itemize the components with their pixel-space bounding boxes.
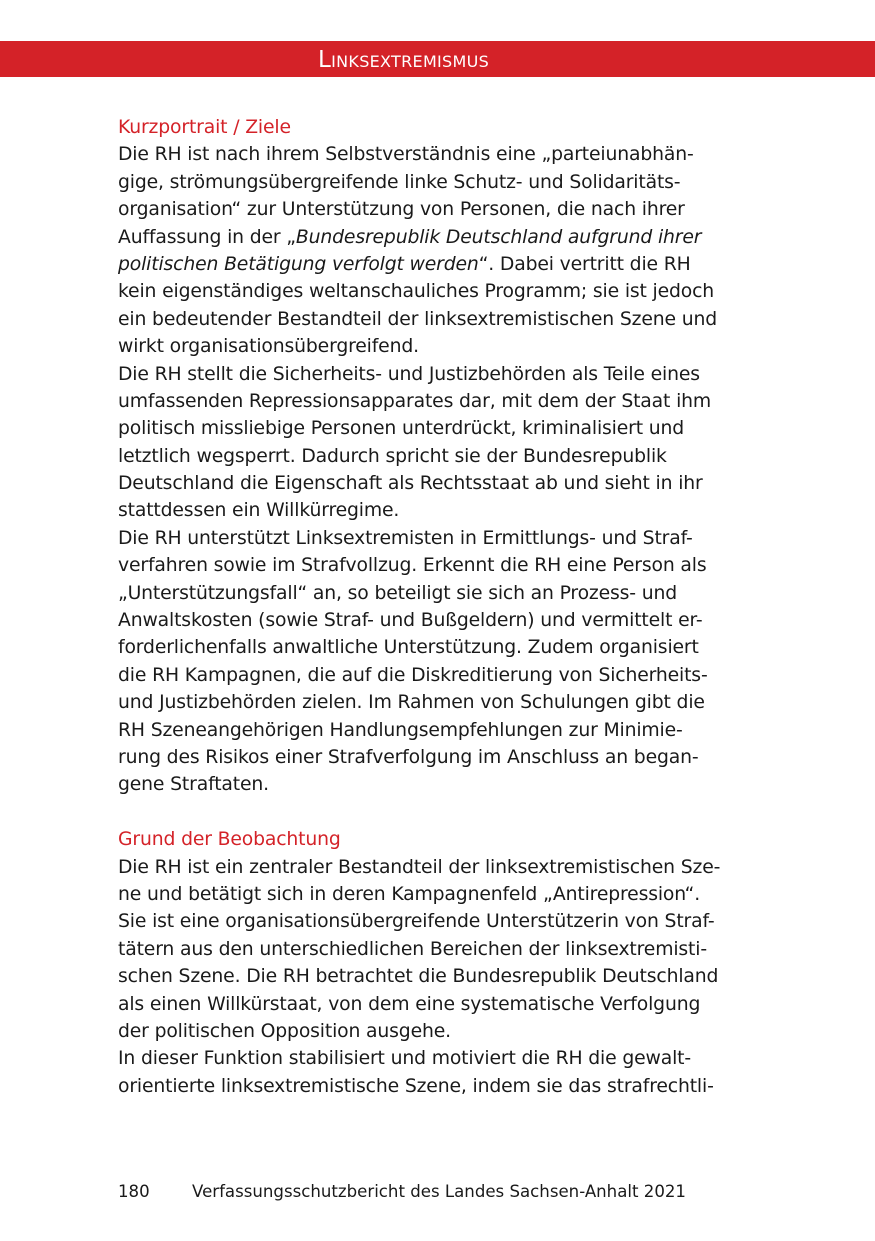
publication-title: Verfassungsschutzbericht des Landes Sachsen-Anhalt 2021 [192,1182,686,1201]
paragraph-line: ne und betätigt sich in deren Kampagnenfeld „Antirepression“. [118,883,701,905]
paragraph-line: rung des Risikos einer Strafverfolgung im Anschluss an began- [118,746,699,768]
paragraph-line: forderlichenfalls anwaltliche Unterstützung. Zudem organisiert [118,637,699,659]
paragraph-line: gige, strömungsübergreifende linke Schutz- und Solidaritäts- [118,171,681,193]
paragraph-line-mixed [118,224,768,251]
paragraph-line: schen Szene. Die RH betrachtet die Bundesrepublik Deutschland [118,966,719,988]
paragraph-line: stattdessen ein Willkürregime. [118,500,400,522]
paragraph-line: Deutschland die Eigenschaft als Rechtsstaat ab und sieht in ihr [118,473,703,495]
paragraph-line: RH Szeneangehörigen Handlungsempfehlungen zur Minimie- [118,719,683,741]
paragraph-line: gene Straftaten. [118,774,269,796]
paragraph-line: Die RH ist nach ihrem Selbstverständnis eine „parteiunabhän- [118,144,694,166]
main-content [118,114,768,1100]
paragraph-line: der politischen Opposition ausgehe. [118,1020,451,1042]
paragraph-line-mixed [118,251,768,278]
paragraph-line: wirkt organisationsübergreifend. [118,336,419,358]
paragraph-line: umfassenden Repressionsapparates dar, mit dem der Staat ihm [118,390,712,412]
paragraph-line: organisation“ zur Unterstützung von Personen, die nach ihrer [118,199,685,221]
paragraph-line: und Justizbehörden zielen. Im Rahmen von Schulungen gibt die [118,692,705,714]
paragraph-line: „Unterstützungsfall“ an, so beteiligt sie sich an Prozess- und [118,582,678,604]
paragraph-line: Anwaltskosten (sowie Straf- und Bußgeldern) und vermittelt er- [118,610,703,632]
line-text: Auffassung in der „ [118,226,296,248]
paragraph-line: kein eigenständiges weltanschauliches Programm; sie ist jedoch [118,281,715,303]
paragraph-line: die RH Kampagnen, die auf die Diskreditierung von Sicherheits- [118,664,708,686]
page-number: 180 [118,1182,150,1201]
paragraph-line: Die RH stellt die Sicherheits- und Justizbehörden als Teile eines [118,363,700,385]
paragraph-line: In dieser Funktion stabilisiert und motiviert die RH die gewalt- [118,1048,691,1070]
italic-quote: Bundesrepublik Deutschland aufgrund ihrer [295,226,702,248]
paragraph-line: als einen Willkürstaat, von dem eine systematische Verfolgung [118,993,701,1015]
line-text: “. Dabei vertritt die RH [478,253,691,275]
paragraph-line: letztlich wegsperrt. Dadurch spricht sie der Bundesrepublik [118,445,667,467]
page-title: Linksextremismus [318,47,490,73]
paragraph-line: Die RH unterstützt Linksextremisten in Ermittlungs- und Straf- [118,527,693,549]
paragraph-line: orientierte linksextremistische Szene, indem sie das strafrechtli- [118,1075,714,1097]
paragraph-line: ein bedeutender Bestandteil der linksextremistischen Szene und [118,308,717,330]
section-spacer [118,799,768,826]
paragraph-line: Sie ist eine organisationsübergreifende Unterstützerin von Straf- [118,911,715,933]
section-heading-grund: Grund der Beobachtung [118,829,341,851]
paragraph-line: tätern aus den unterschiedlichen Bereichen der linksextremisti- [118,938,707,960]
paragraph-line: Die RH ist ein zentraler Bestandteil der linksextremistischen Sze- [118,856,721,878]
section-heading-kurzportrait: Kurzportrait / Ziele [118,117,291,138]
italic-quote: politischen Betätigung verfolgt werden [118,253,479,275]
paragraph-line: politisch missliebige Personen unterdrückt, kriminalisiert und [118,418,685,440]
paragraph-line: verfahren sowie im Strafvollzug. Erkennt die RH eine Person als [118,555,707,577]
